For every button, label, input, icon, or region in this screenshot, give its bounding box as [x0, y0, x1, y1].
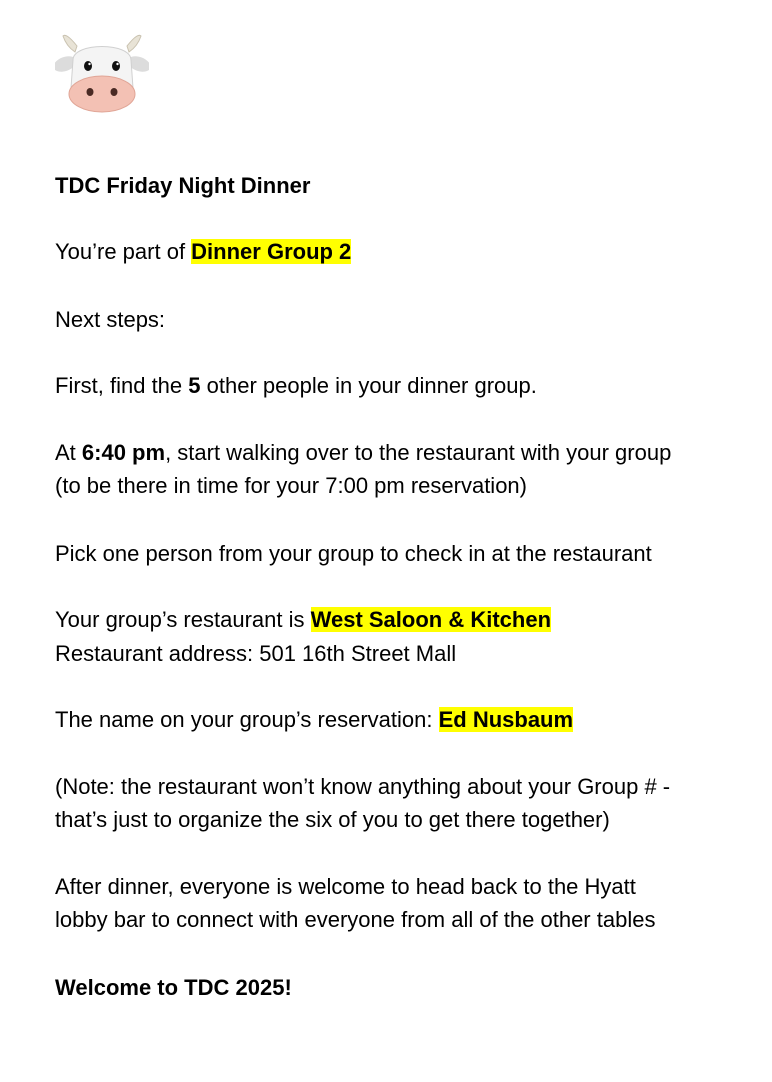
walk-time-step: At 6:40 pm, start walking over to the restaurant with your group [55, 440, 672, 465]
next-steps-heading: Next steps: [55, 307, 166, 332]
restaurant-name-highlight: West Saloon & Kitchen [310, 607, 552, 632]
restaurant-name-line: Your group’s restaurant is West Saloon & Kitchen [55, 607, 552, 632]
note-line-1: (Note: the restaurant won’t know anything about your Group # - [55, 774, 671, 799]
reservation-name-line: The name on your group’s reservation: Ed Nusbaum [55, 707, 574, 732]
after-dinner-line-1: After dinner, everyone is welcome to head back to the Hyatt [55, 874, 636, 899]
check-in-step: Pick one person from your group to check in at the restaurant [55, 541, 652, 566]
reservation-name-highlight: Ed Nusbaum [438, 707, 574, 732]
cow-face-icon [55, 30, 149, 116]
group-name-highlight: Dinner Group 2 [191, 239, 352, 264]
message-title: TDC Friday Night Dinner [55, 173, 311, 198]
walk-time-step-line2: (to be there in time for your 7:00 pm reservation) [55, 473, 527, 498]
restaurant-address: Restaurant address: 501 16th Street Mall [55, 641, 457, 666]
after-dinner-line-2: lobby bar to connect with everyone from all of the other tables [55, 907, 656, 932]
note-line-2: that’s just to organize the six of you to get there together) [55, 807, 610, 832]
find-group-step: First, find the 5 other people in your dinner group. [55, 373, 537, 398]
group-assignment: You’re part of Dinner Group 2 [55, 239, 352, 264]
closing-line: Welcome to TDC 2025! [55, 975, 292, 1000]
